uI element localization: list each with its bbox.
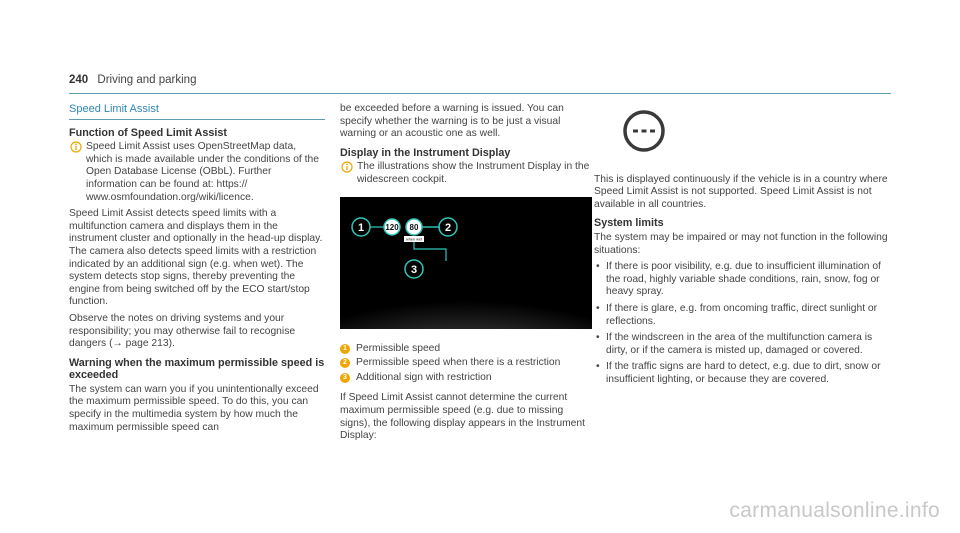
description-paragraph: Speed Limit Assist detects speed limits with a multifunction camera and displays them in the instrument cluster and optionally in the head-up display. The camera also detects speed limits with a restriction indicated by an additional sign (e.g. when wet). The system detects stop signs, thereby preventing the engine from being switched off by the ECO start/stop function. [69,208,323,308]
warning-continued-paragraph: be exceeded before a warning is issued. You can specify whether the warning is to be just a visual warning or an acoustic one as well. [340,103,564,140]
legend-text: Permissible speed [356,342,441,354]
watermark: carmanualsonline.info [729,499,940,522]
warning-paragraph: The system can warn you if you unintentionally exceed the maximum permissible speed. To do this, you can specify in the multimedia system by how much the maximum permissible speed can [69,383,319,433]
page-number: 240 [69,74,89,86]
speed-sign-120-label: 120 [385,222,399,232]
list-item: • If there is poor visibility, e.g. due to insufficient illumination of the road, highly variable shade conditions, rain, snow, fog or heavy spray. [594,261,894,299]
legend-badge: 1 [340,344,350,354]
note-text: The illustrations show the Instrument Display in the widescreen cockpit. [357,161,590,185]
column-3 [594,103,894,391]
note-text: Speed Limit Assist uses OpenStreetMap data, which is made available under the conditions of the Open Database License (OBbL). Further information can be found at: https:// www.osmfoundation.org/wiki/licence. [86,141,319,203]
legend-item-1 [340,343,592,356]
not-supported-paragraph: This is displayed continuously if the vehicle is in a country where Speed Limit Assist is not supported. Speed Limit Assist is not available in all countries. [594,173,888,210]
page-header [69,74,891,94]
chapter-title: Driving and parking [97,74,197,86]
info-icon [69,141,83,153]
info-note [340,161,592,186]
legend-text: Additional sign with restriction [356,371,492,383]
list-item: • If there is glare, e.g. from oncoming traffic, direct sunlight or reflections. [594,303,894,328]
callout-3-label: 3 [410,263,418,276]
speed-sign-80-label: 80 [409,222,419,232]
info-note [69,141,325,204]
system-limits-heading: System limits [594,217,664,230]
info-icon [340,161,354,173]
legend-badge: 3 [340,373,350,383]
list-item: • If the windscreen in the area of the multifunction camera is dirty, or if the camera is misted up, damaged or covered. [594,332,894,357]
legend [340,343,592,385]
warning-heading: Warning when the maximum permissible speed is exceeded [69,356,325,382]
legend-badge: 2 [340,358,350,368]
instrument-display-illustration [340,197,592,329]
system-limits-intro: The system may be impaired or may not function in the following situations: [594,231,888,256]
display-heading: Display in the Instrument Display [340,146,511,159]
speed-sign-120 [384,219,400,235]
column-2 [340,103,592,447]
legend-item-2 [340,357,592,370]
system-limits-list [594,261,894,386]
callout-2-label: 2 [444,221,452,234]
list-item: • If the traffic signs are hard to detect, e.g. due to dirt, snow or insufficient lighting, or because they are covered. [594,361,894,386]
instrument-display-graphic [340,197,592,329]
additional-sign-label: when wet [405,237,423,242]
section-title: Speed Limit Assist [69,103,325,120]
speed-sign-80 [406,219,422,235]
no-speed-limit-icon [620,107,668,155]
no-limit-paragraph: If Speed Limit Assist cannot determine the current maximum permissible speed (e.g. due to missing signs), the following display appears in the Instrument Display: [340,392,585,442]
legend-text: Permissible speed when there is a restriction [356,357,561,369]
column-1 [69,103,325,438]
callout-1-label: 1 [357,221,365,234]
responsibility-paragraph: Observe the notes on driving systems and your responsibility; you may otherwise fail to recognise dangers (→ page 213). [69,312,296,350]
function-heading: Function of Speed Limit Assist [69,126,227,139]
legend-item-3 [340,372,592,385]
